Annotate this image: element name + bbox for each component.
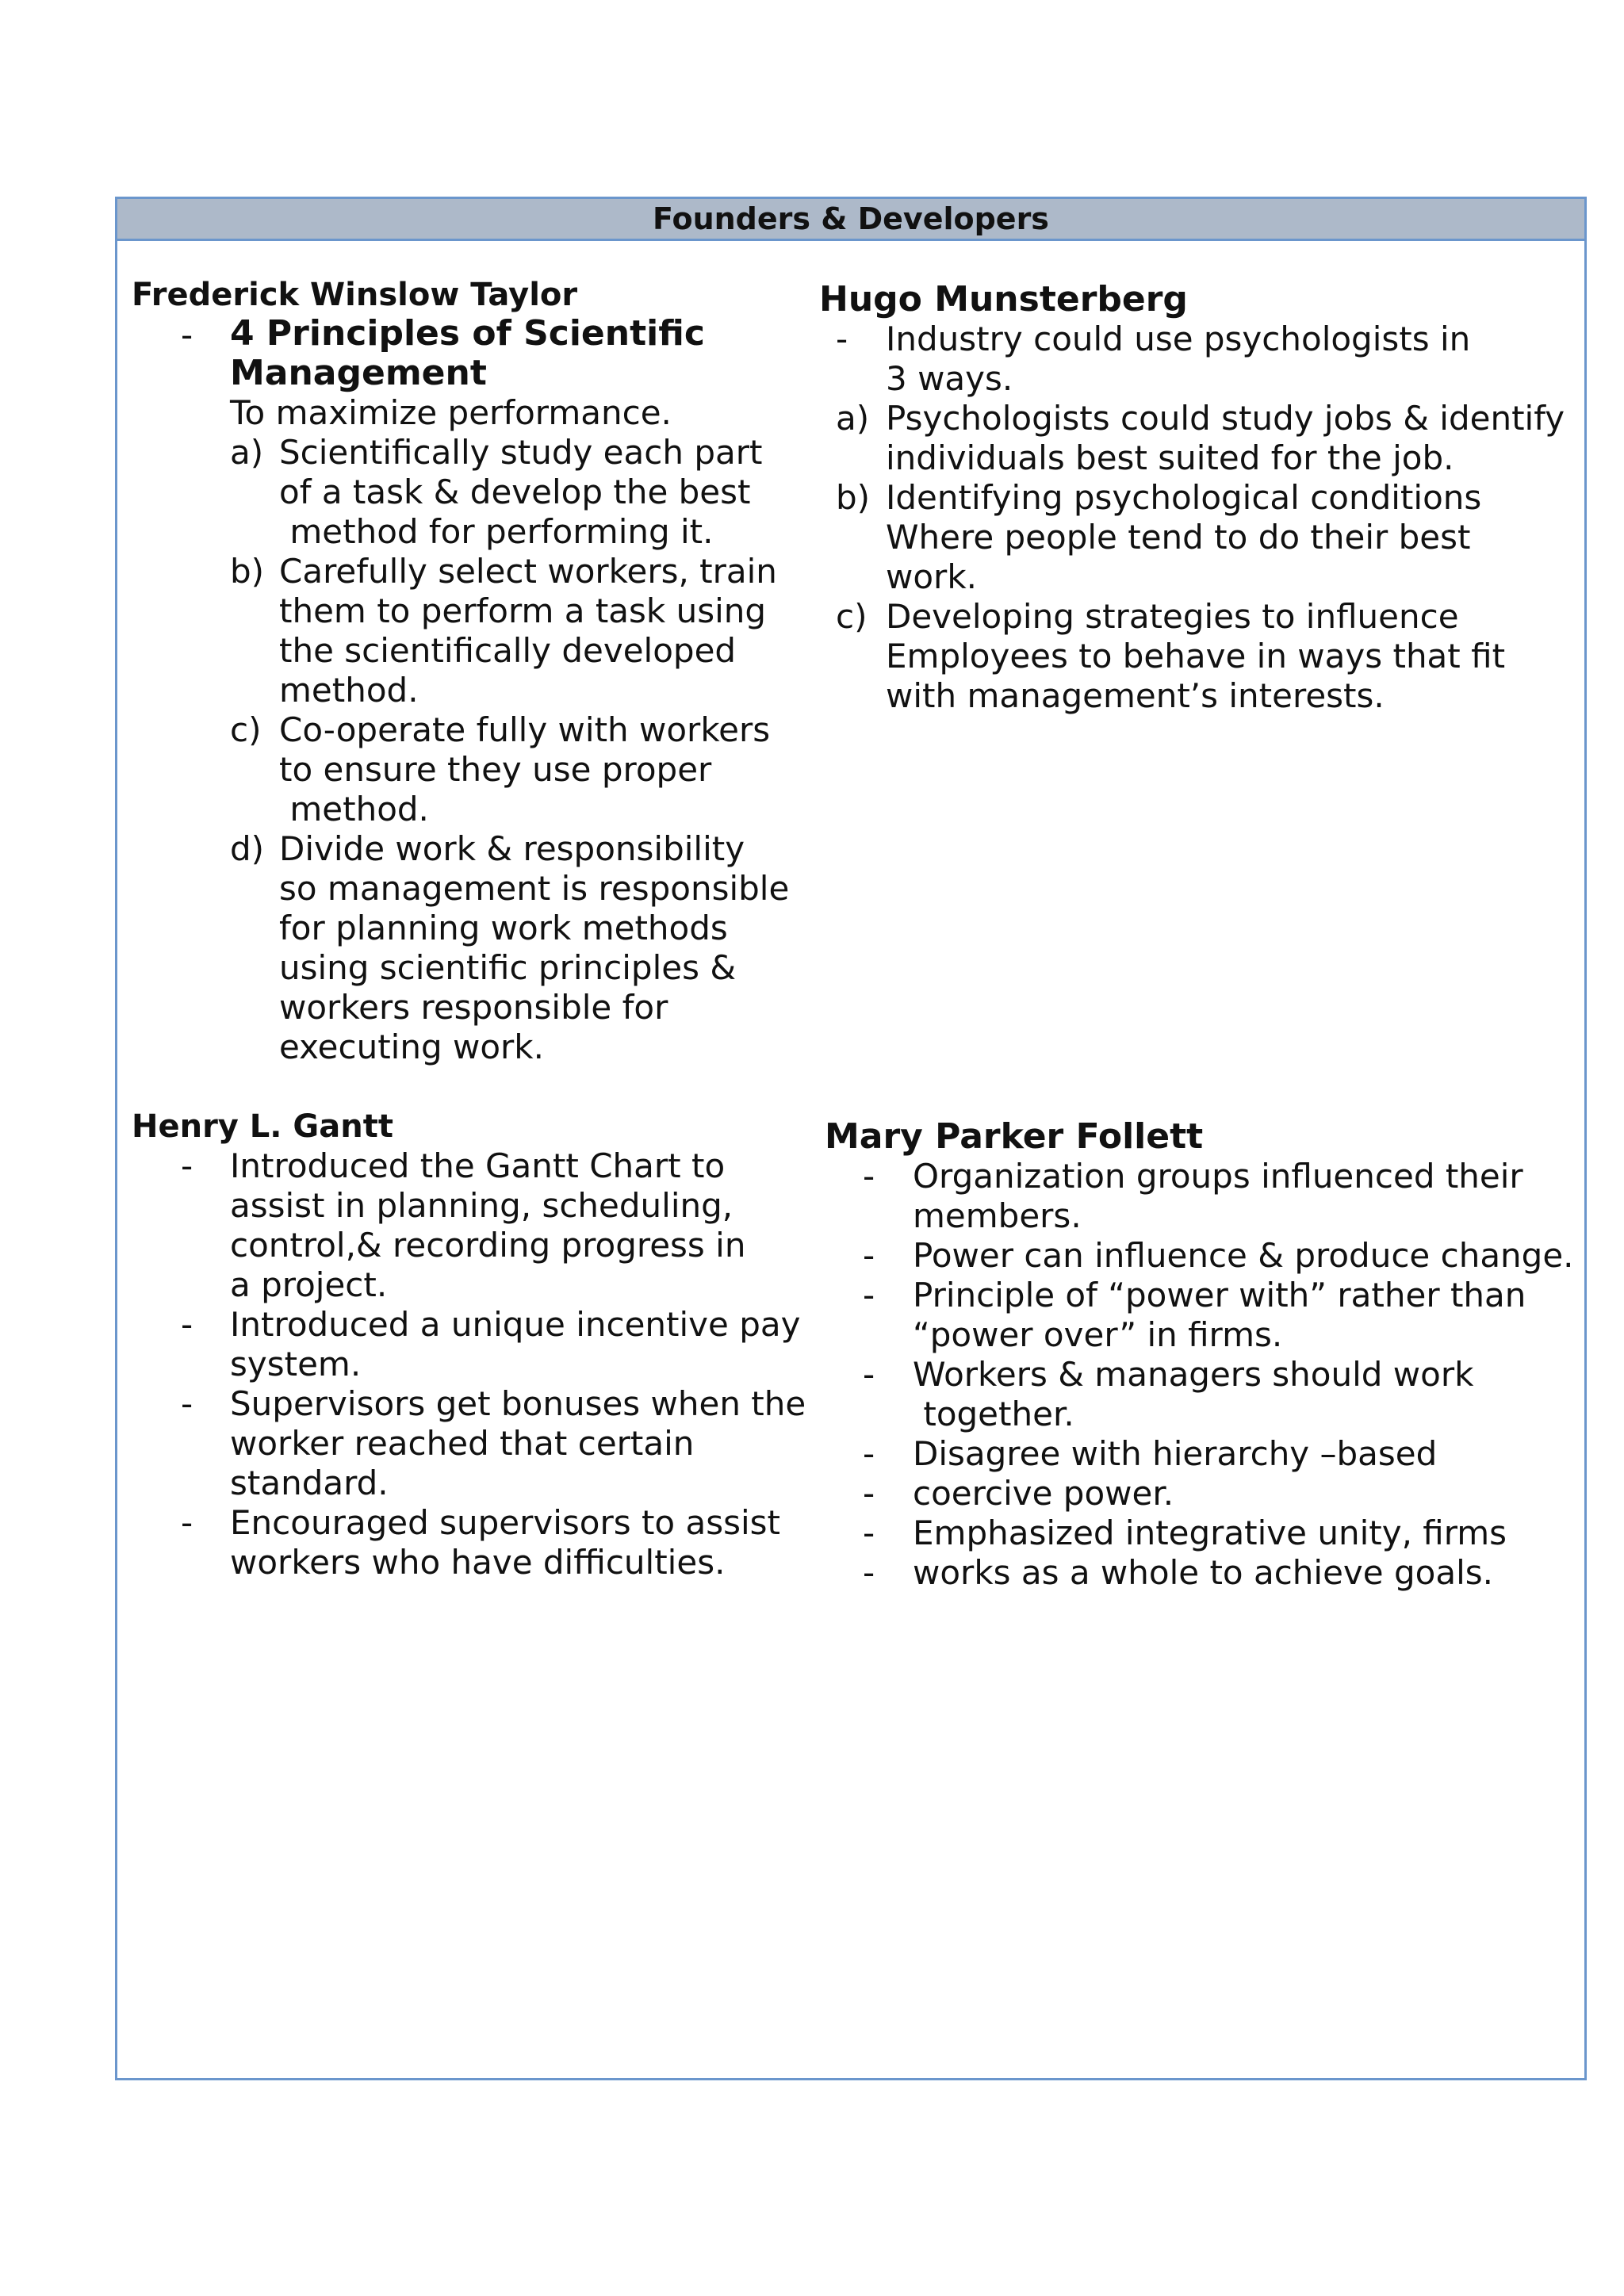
list-item-line: of a task & develop the best xyxy=(279,473,751,511)
bullet-dash: - xyxy=(181,1503,193,1542)
list-item-line: Where people tend to do their best xyxy=(886,518,1471,557)
list-marker: d) xyxy=(230,829,265,868)
bullet-dash: - xyxy=(863,1276,875,1314)
list-marker: b) xyxy=(836,478,871,517)
bullet-dash: - xyxy=(181,1384,193,1423)
list-item-line: “power over” in firms. xyxy=(913,1315,1283,1354)
follett-name: Mary Parker Follett xyxy=(825,1116,1204,1157)
list-item-line: the scientifically developed xyxy=(279,631,737,670)
list-item-line: Scientifically study each part xyxy=(279,433,763,472)
bullet-dash: - xyxy=(836,320,848,358)
list-item-line: workers responsible for xyxy=(279,988,668,1027)
list-item-line: Developing strategies to influence xyxy=(886,597,1459,636)
taylor-heading-line-1: 4 Principles of Scientific xyxy=(230,313,705,354)
list-marker: c) xyxy=(836,597,868,636)
box-header-title: Founders & Developers xyxy=(117,199,1584,241)
bullet-dash: - xyxy=(863,1553,875,1592)
list-item-line: members. xyxy=(913,1196,1082,1235)
list-item-line: Co-operate fully with workers xyxy=(279,710,771,749)
list-item-line: Principle of “power with” rather than xyxy=(913,1276,1526,1314)
list-item-line: method. xyxy=(279,790,429,828)
list-item-line: workers who have difficulties. xyxy=(230,1543,726,1582)
list-item-line: coercive power. xyxy=(913,1474,1174,1513)
bullet-dash: - xyxy=(181,1305,193,1344)
list-item-line: Divide work & responsibility xyxy=(279,829,745,868)
list-item-line: Emphasized integrative unity, firms xyxy=(913,1513,1507,1552)
list-item-line: worker reached that certain xyxy=(230,1424,695,1463)
list-item-line: with management’s interests. xyxy=(886,676,1385,715)
list-item-line: executing work. xyxy=(279,1027,544,1066)
list-marker: a) xyxy=(230,433,264,472)
list-item-line: them to perform a task using xyxy=(279,591,767,630)
list-item-line: Identifying psychological conditions xyxy=(886,478,1482,517)
bullet-dash: - xyxy=(863,1236,875,1275)
list-item-line: Encouraged supervisors to assist xyxy=(230,1503,780,1542)
list-item-line: to ensure they use proper xyxy=(279,750,712,789)
list-item-line: Employees to behave in ways that fit xyxy=(886,637,1506,675)
bullet-dash: - xyxy=(863,1513,875,1552)
list-item-line: Power can influence & produce change. xyxy=(913,1236,1574,1275)
gantt-name: Henry L. Gantt xyxy=(132,1108,393,1145)
list-marker: a) xyxy=(836,399,870,438)
list-item-line: works as a whole to achieve goals. xyxy=(913,1553,1493,1592)
bullet-dash: - xyxy=(863,1355,875,1394)
list-item-line: system. xyxy=(230,1345,362,1383)
munsterberg-intro-line-1: Industry could use psychologists in xyxy=(886,320,1471,358)
list-item-line: using scientific principles & xyxy=(279,948,737,987)
list-item-line: work. xyxy=(886,557,977,596)
list-item-line: Supervisors get bonuses when the xyxy=(230,1384,806,1423)
list-item-line: individuals best suited for the job. xyxy=(886,438,1454,477)
list-item-line: together. xyxy=(913,1395,1074,1433)
taylor-heading-line-2: Management xyxy=(230,353,487,393)
list-item-line: method for performing it. xyxy=(279,512,714,551)
bullet-dash: - xyxy=(863,1157,875,1196)
list-item-line: Organization groups influenced their xyxy=(913,1157,1523,1196)
bullet-dash: - xyxy=(181,316,193,354)
list-item-line: control,& recording progress in xyxy=(230,1226,746,1265)
list-item-line: Introduced the Gantt Chart to xyxy=(230,1146,726,1185)
list-item-line: a project. xyxy=(230,1265,388,1304)
munsterberg-intro-line-2: 3 ways. xyxy=(886,359,1013,398)
list-item-line: Carefully select workers, train xyxy=(279,552,777,591)
list-item-line: Introduced a unique incentive pay xyxy=(230,1305,801,1344)
taylor-intro: To maximize performance. xyxy=(230,393,672,432)
list-item-line: method. xyxy=(279,671,419,710)
list-item-line: assist in planning, scheduling, xyxy=(230,1186,733,1225)
munsterberg-name: Hugo Munsterberg xyxy=(819,279,1188,320)
list-marker: b) xyxy=(230,552,265,591)
list-item-line: so management is responsible xyxy=(279,869,790,908)
list-item-line: standard. xyxy=(230,1464,389,1502)
list-item-line: Psychologists could study jobs & identify xyxy=(886,399,1565,438)
bullet-dash: - xyxy=(181,1146,193,1185)
list-item-line: Workers & managers should work xyxy=(913,1355,1474,1394)
list-marker: c) xyxy=(230,710,262,749)
taylor-name: Frederick Winslow Taylor xyxy=(132,277,578,313)
bullet-dash: - xyxy=(863,1474,875,1513)
bullet-dash: - xyxy=(863,1434,875,1473)
list-item-line: for planning work methods xyxy=(279,909,728,947)
list-item-line: Disagree with hierarchy –based xyxy=(913,1434,1438,1473)
